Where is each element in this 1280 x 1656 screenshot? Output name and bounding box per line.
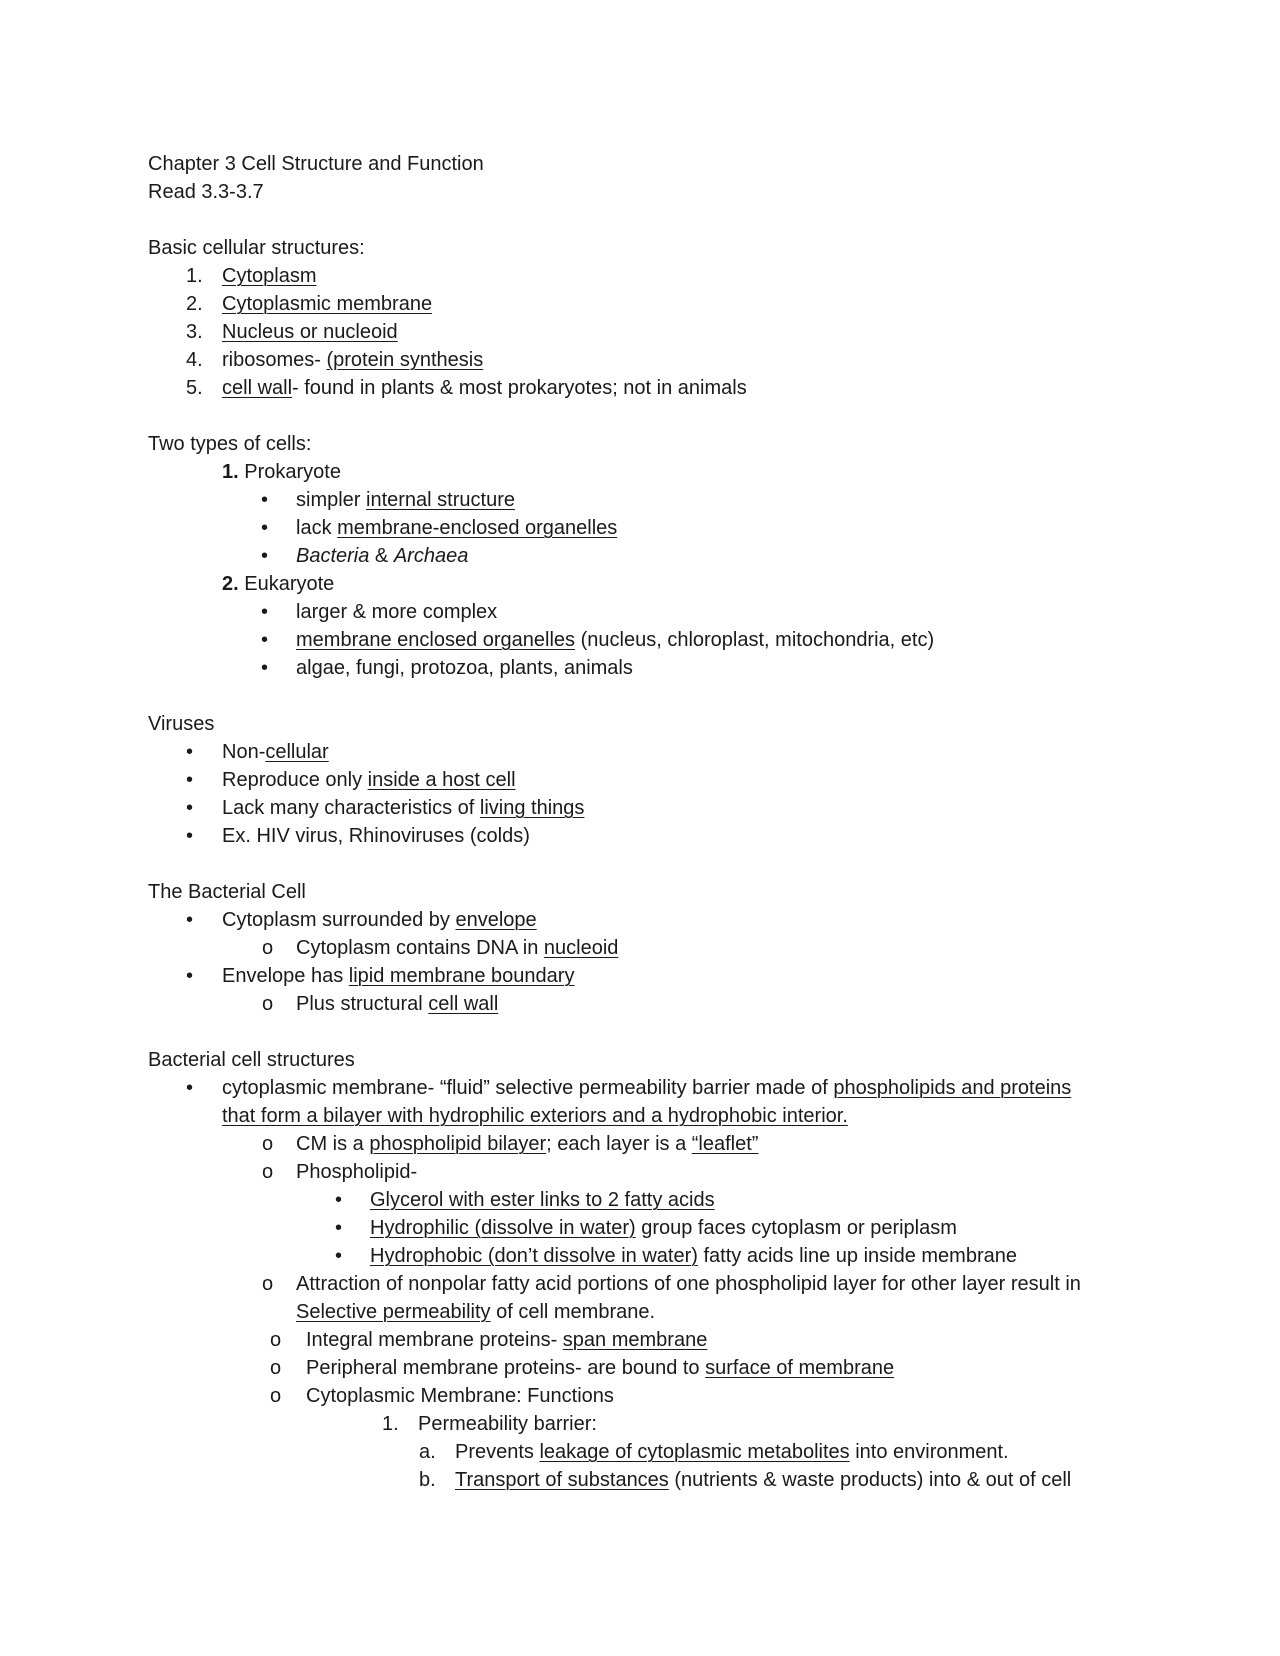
- list-item: Ex. HIV virus, Rhinoviruses (colds): [222, 825, 530, 847]
- list-item: Cytoplasm: [222, 265, 317, 287]
- circle-marker: o: [270, 1385, 282, 1407]
- circle-marker: o: [262, 993, 274, 1015]
- section-heading-structures: Bacterial cell structures: [148, 1049, 355, 1071]
- list-item: membrane enclosed organelles (nucleus, chloroplast, mitochondria, etc): [296, 629, 935, 651]
- bullet-marker: •: [261, 545, 269, 567]
- list-item: Cytoplasm surrounded by envelope: [222, 909, 537, 931]
- list-item: Phospholipid-: [296, 1161, 418, 1183]
- document-title: Chapter 3 Cell Structure and Function: [148, 153, 484, 175]
- list-item: Transport of substances (nutrients & waste products) into & out of cell: [455, 1469, 1072, 1491]
- circle-marker: o: [270, 1329, 282, 1351]
- bullet-marker: •: [186, 825, 194, 847]
- list-item: cytoplasmic membrane- “fluid” selective permeability barrier made of phospholipids and proteins: [222, 1077, 1072, 1099]
- list-item: Peripheral membrane proteins- are bound to surface of membrane: [306, 1357, 895, 1379]
- bullet-marker: •: [261, 657, 269, 679]
- list-number: 3.: [186, 321, 203, 343]
- list-item: Hydrophilic (dissolve in water) group faces cytoplasm or periplasm: [370, 1217, 957, 1239]
- list-number: 2.: [186, 293, 203, 315]
- bullet-marker: •: [186, 797, 194, 819]
- list-letter: a.: [419, 1441, 436, 1463]
- list-number: 1.: [382, 1413, 399, 1435]
- bullet-marker: •: [335, 1189, 343, 1211]
- bullet-marker: •: [261, 629, 269, 651]
- bullet-marker: •: [261, 517, 269, 539]
- section-heading-viruses: Viruses: [148, 713, 215, 735]
- section-heading-cell-types: Two types of cells:: [148, 433, 312, 455]
- list-item-continuation: that form a bilayer with hydrophilic exteriors and a hydrophobic interior.: [222, 1105, 848, 1127]
- list-item: Cytoplasmic membrane: [222, 293, 433, 315]
- list-number: 5.: [186, 377, 203, 399]
- bullet-marker: •: [186, 909, 194, 931]
- list-item: Glycerol with ester links to 2 fatty acids: [370, 1189, 715, 1211]
- section-heading-bacterial-cell: The Bacterial Cell: [148, 881, 306, 903]
- circle-marker: o: [262, 937, 274, 959]
- reading-assignment: Read 3.3-3.7: [148, 181, 264, 203]
- bullet-marker: •: [186, 769, 194, 791]
- bullet-marker: •: [186, 1077, 194, 1099]
- circle-marker: o: [270, 1357, 282, 1379]
- list-letter: b.: [419, 1469, 436, 1491]
- list-number: 1.: [186, 265, 203, 287]
- list-item: Nucleus or nucleoid: [222, 321, 398, 343]
- list-item: cell wall- found in plants & most prokaryotes; not in animals: [222, 377, 747, 399]
- cell-type-eukaryote: 2. Eukaryote: [222, 573, 335, 595]
- list-item: Permeability barrier:: [418, 1413, 597, 1435]
- list-item: Envelope has lipid membrane boundary: [222, 965, 575, 987]
- cell-type-prokaryote: 1. Prokaryote: [222, 461, 341, 483]
- bullet-marker: •: [335, 1245, 343, 1267]
- list-item: simpler internal structure: [296, 489, 515, 511]
- list-number: 4.: [186, 349, 203, 371]
- list-item-continuation: Selective permeability of cell membrane.: [296, 1301, 656, 1323]
- bullet-marker: •: [335, 1217, 343, 1239]
- list-item: Cytoplasmic Membrane: Functions: [306, 1385, 614, 1407]
- bullet-marker: •: [186, 741, 194, 763]
- circle-marker: o: [262, 1133, 274, 1155]
- circle-marker: o: [262, 1273, 274, 1295]
- list-item: Bacteria & Archaea: [296, 545, 469, 567]
- list-item: CM is a phospholipid bilayer; each layer is a “leaflet”: [296, 1133, 759, 1155]
- list-item: Non-cellular: [222, 741, 329, 763]
- section-heading-basic: Basic cellular structures:: [148, 237, 365, 259]
- list-item: ribosomes- (protein synthesis: [222, 349, 484, 371]
- list-item: Lack many characteristics of living things: [222, 797, 585, 819]
- list-item: Attraction of nonpolar fatty acid portions of one phospholipid layer for other layer result in: [296, 1273, 1081, 1295]
- list-item: Hydrophobic (don’t dissolve in water) fatty acids line up inside membrane: [370, 1245, 1017, 1267]
- list-item: Cytoplasm contains DNA in nucleoid: [296, 937, 619, 959]
- list-item: lack membrane-enclosed organelles: [296, 517, 618, 539]
- list-item: Integral membrane proteins- span membrane: [306, 1329, 708, 1351]
- list-item: algae, fungi, protozoa, plants, animals: [296, 657, 633, 679]
- circle-marker: o: [262, 1161, 274, 1183]
- bullet-marker: •: [261, 489, 269, 511]
- list-item: larger & more complex: [296, 601, 498, 623]
- bullet-marker: •: [261, 601, 269, 623]
- list-item: Plus structural cell wall: [296, 993, 499, 1015]
- list-item: Prevents leakage of cytoplasmic metabolites into environment.: [455, 1441, 1009, 1463]
- list-item: Reproduce only inside a host cell: [222, 769, 516, 791]
- bullet-marker: •: [186, 965, 194, 987]
